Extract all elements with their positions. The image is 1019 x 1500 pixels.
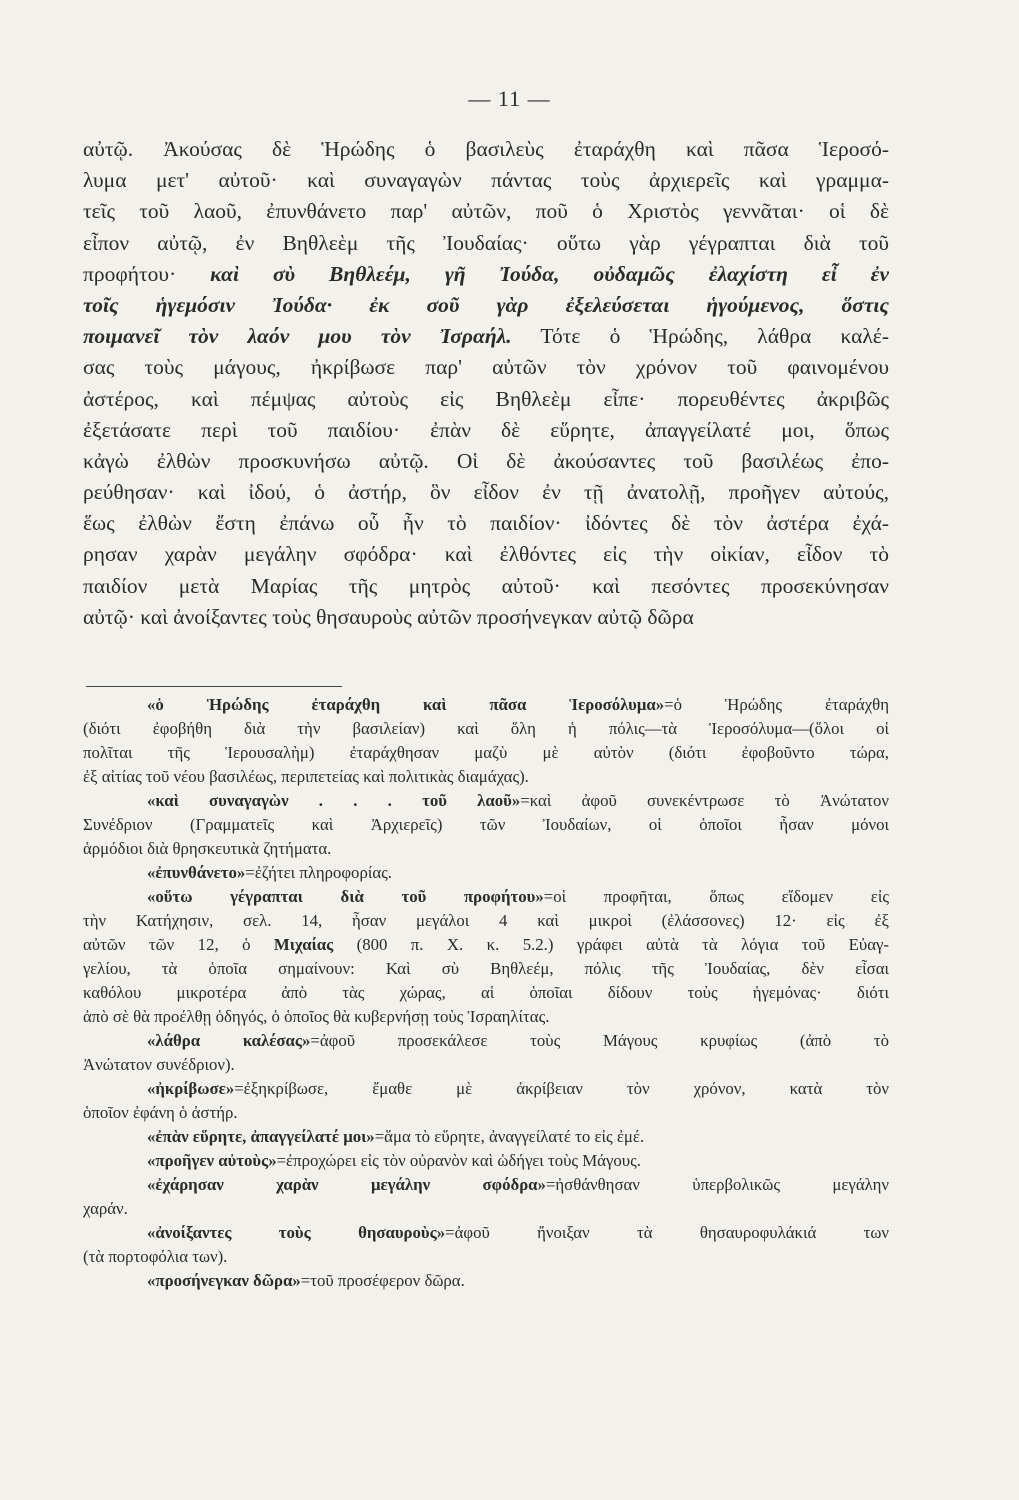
note-line	[83, 717, 889, 741]
note-line	[83, 1053, 889, 1077]
text-line	[83, 539, 889, 570]
text-run: εἶπον αὐτῷ, ἐν Βηθλεὲμ τῆς Ἰουδαίας· οὕτω γὰρ γέγραπται διὰ τοῦ	[83, 230, 889, 255]
text-run: =ὁ Ἡρώδης ἐταράχθη	[664, 695, 889, 714]
text-run: Συνέδριον (Γραμματεῖς καὶ Ἀρχιερεῖς) τῶν Ἰουδαίων, οἱ ὁποῖοι ἦσαν μόνοι	[83, 815, 889, 834]
emphasized-text: ποιμανεῖ τὸν λαόν μου τὸν Ἰσραήλ.	[83, 324, 512, 349]
emphasized-text: τοῖς ἡγεμόσιν Ἰούδα· ἐκ σοῦ γὰρ ἐξελεύσεται ἡγούμενος, ὅστις	[83, 292, 889, 317]
text-line	[83, 196, 889, 227]
emphasized-text: «ἐχάρησαν χαρὰν μεγάλην σφόδρα»	[147, 1175, 546, 1194]
text-run: =ἠσθάνθησαν ὑπερβολικῶς μεγάλην	[545, 1175, 889, 1194]
text-run: ἁρμόδιοι διὰ θρησκευτικὰ ζητήματα.	[83, 839, 332, 858]
note-line	[83, 693, 889, 717]
text-run: ἐξ αἰτίας τοῦ νέου βασιλέως, περιπετείας καὶ πολιτικὰς διαμάχας).	[83, 767, 529, 786]
text-run: =οἱ προφῆται, ὅπως εἴδομεν εἰς	[543, 887, 889, 906]
text-run: σας τοὺς μάγους, ἠκρίβωσε παρ' αὐτῶν τὸν χρόνον τοῦ φαινομένου	[83, 355, 889, 380]
note-line	[83, 1029, 889, 1053]
text-run: γελίου, τὰ ὁποῖα σημαίνουν: Καὶ σὺ Βηθλεέμ, πόλις τῆς Ἰουδαίας, δὲν εἶσαι	[83, 959, 889, 978]
note-line	[83, 1101, 889, 1125]
footnotes	[83, 693, 889, 1293]
text-run: παιδίον μετὰ Μαρίας τῆς μητρὸς αὐτοῦ· καὶ πεσόντες προσεκύνησαν	[83, 573, 889, 598]
text-run: (διότι ἐφοβήθη διὰ τὴν βασιλείαν) καὶ ὅλη ἡ πόλις—τὰ Ἱεροσόλυμα—(ὅλοι οἱ	[83, 719, 889, 738]
note-line	[83, 1173, 889, 1197]
note-line	[83, 837, 889, 861]
text-run: αὐτῷ. Ἀκούσας δὲ Ἡρώδης ὁ βασιλεὺς ἐταράχθη καὶ πᾶσα Ἱεροσό-	[83, 137, 889, 161]
note-line	[83, 1269, 889, 1293]
text-run: (800 π. Χ. κ. 5.2.) γράφει αὐτὰ τὰ λόγια τοῦ Εὐαγ-	[333, 935, 889, 954]
text-run: Τότε ὁ Ἡρώδης, λάθρα καλέ-	[511, 324, 889, 349]
text-run: Ἀνώτατον συνέδριον).	[83, 1055, 235, 1074]
note-line	[83, 1077, 889, 1101]
main-text	[83, 134, 889, 633]
text-line	[83, 321, 889, 352]
text-line	[83, 415, 889, 446]
text-line	[83, 352, 889, 383]
note-line	[83, 789, 889, 813]
text-run: ὁποῖον ἐφάνη ὁ ἀστήρ.	[83, 1103, 238, 1122]
text-line	[83, 384, 889, 415]
text-run: =τοῦ προσέφερον δῶρα.	[300, 1271, 465, 1290]
emphasized-text: «ὁ Ἡρώδης ἐταράχθη καὶ πᾶσα Ἱεροσόλυμα»	[147, 695, 665, 714]
text-run: =ἐπροχώρει εἰς τὸν οὐρανὸν καὶ ὡδήγει τοὺς Μάγους.	[276, 1151, 641, 1170]
page-number: — 11 —	[468, 86, 551, 111]
emphasized-text: καὶ σὺ Βηθλεέμ, γῆ Ἰούδα, οὐδαμῶς ἐλαχίστη εἶ ἐν	[210, 261, 889, 286]
text-run: ἀστέρος, καὶ πέμψας αὐτοὺς εἰς Βηθλεὲμ εἶπε· πορευθέντες ἀκριβῶς	[83, 386, 889, 411]
text-line	[83, 446, 889, 477]
emphasized-text: «οὕτω γέγραπται διὰ τοῦ προφήτου»	[147, 887, 544, 906]
note-line	[83, 1245, 889, 1269]
text-run: καθόλου μικροτέρα ἀπὸ τὰς χώρας, αἱ ὁποῖαι δίδουν τοὺς ἡγεμόνας· διότι	[83, 983, 889, 1002]
text-line	[83, 571, 889, 602]
text-run: ἀπὸ σὲ θὰ προέλθῃ ὁδηγός, ὁ ὁποῖος θὰ κυβερνήσῃ τοὺς Ἰσραηλίτας.	[83, 1007, 550, 1026]
note-line	[83, 1005, 889, 1029]
text-run: κἀγὼ ἐλθὼν προσκυνήσω αὐτῷ. Οἱ δὲ ἀκούσαντες τοῦ βασιλέως ἐπο-	[83, 448, 889, 473]
text-line	[83, 477, 889, 508]
emphasized-text: «λάθρα καλέσας»	[147, 1031, 311, 1050]
text-run: =ἐξηκρίβωσε, ἔμαθε μὲ ἀκρίβειαν τὸν χρόνον, κατὰ τὸν	[234, 1079, 889, 1098]
text-run: ρησαν χαρὰν μεγάλην σφόδρα· καὶ ἐλθόντες εἰς τὴν οἰκίαν, εἶδον τὸ	[83, 542, 889, 567]
text-line	[83, 228, 889, 259]
text-line	[83, 290, 889, 321]
text-run: =ἀφοῦ προσεκάλεσε τοὺς Μάγους κρυφίως (ἀπὸ τὸ	[310, 1031, 889, 1050]
note-line	[83, 1149, 889, 1173]
text-run: αὐτῶν τῶν 12, ὁ	[83, 935, 274, 954]
note-line	[83, 909, 889, 933]
note-line	[83, 813, 889, 837]
footnote-divider	[86, 686, 342, 687]
emphasized-text: «ἐπὰν εὕρητε, ἀπαγγείλατέ μοι»	[147, 1127, 375, 1146]
note-line	[83, 933, 889, 957]
emphasized-text: «ἠκρίβωσε»	[147, 1079, 235, 1098]
text-run: =καὶ ἀφοῦ συνεκέντρωσε τὸ Ἀνώτατον	[520, 791, 889, 810]
emphasized-text: «προῆγεν αὐτοὺς»	[147, 1151, 277, 1170]
emphasized-text: «ἀνοίξαντες τοὺς θησαυροὺς»	[147, 1223, 446, 1242]
note-line	[83, 1221, 889, 1245]
emphasized-text: «καὶ συναγαγὼν . . . τοῦ λαοῦ»	[147, 791, 521, 810]
note-line	[83, 1197, 889, 1221]
text-run: =ἀφοῦ ἤνοιξαν τὰ θησαυροφυλάκιά των	[445, 1223, 889, 1242]
note-line	[83, 861, 889, 885]
text-run: ρεύθησαν· καὶ ἰδού, ὁ ἀστήρ, ὃν εἶδον ἐν τῇ ἀνατολῇ, προῆγεν αὐτούς,	[83, 480, 889, 505]
text-run: προφήτου·	[83, 261, 211, 286]
text-line	[83, 602, 889, 633]
text-line	[83, 165, 889, 196]
text-line	[83, 508, 889, 539]
note-line	[83, 1125, 889, 1149]
text-run: (τὰ πορτοφόλια των).	[83, 1247, 228, 1266]
text-run: αὐτῷ· καὶ ἀνοίξαντες τοὺς θησαυροὺς αὐτῶν προσήνεγκαν αὐτῷ δῶρα	[83, 604, 694, 629]
text-run: τεῖς τοῦ λαοῦ, ἐπυνθάνετο παρ' αὐτῶν, ποῦ ὁ Χριστὸς γεννᾶται· οἱ δὲ	[83, 199, 889, 224]
emphasized-text: Μιχαίας	[273, 935, 334, 954]
note-line	[83, 885, 889, 909]
note-line	[83, 765, 889, 789]
text-line	[83, 259, 889, 290]
text-run: χαράν.	[83, 1199, 128, 1218]
text-run: πολῖται τῆς Ἱερουσαλὴμ) ἐταράχθησαν μαζὺ μὲ αὐτὸν (διότι ἐφοβοῦντο τώρα,	[83, 743, 889, 762]
note-line	[83, 957, 889, 981]
text-line	[83, 134, 889, 165]
text-run: τὴν Κατήχησιν, σελ. 14, ἦσαν μεγάλοι 4 καὶ μικροὶ (ἐλάσσονες) 12· εἰς ἐξ	[83, 911, 889, 930]
text-run: =ἐζήτει πληροφορίας.	[245, 863, 392, 882]
emphasized-text: «προσήνεγκαν δῶρα»	[147, 1271, 301, 1290]
text-run: ἐξετάσατε περὶ τοῦ παιδίου· ἐπὰν δὲ εὕρητε, ἀπαγγείλατέ μοι, ὅπως	[83, 417, 889, 442]
note-line	[83, 741, 889, 765]
text-run: ἕως ἐλθὼν ἔστη ἐπάνω οὗ ἦν τὸ παιδίον· ἰδόντες δὲ τὸν ἀστέρα ἐχά-	[83, 511, 889, 536]
text-run: =ἅμα τὸ εὕρητε, ἀναγγείλατέ το εἰς ἐμέ.	[374, 1127, 645, 1146]
text-run: λυμα μετ' αὐτοῦ· καὶ συναγαγὼν πάντας τοὺς ἀρχιερεῖς καὶ γραμμα-	[83, 168, 889, 193]
note-line	[83, 981, 889, 1005]
emphasized-text: «ἐπυνθάνετο»	[147, 863, 246, 882]
